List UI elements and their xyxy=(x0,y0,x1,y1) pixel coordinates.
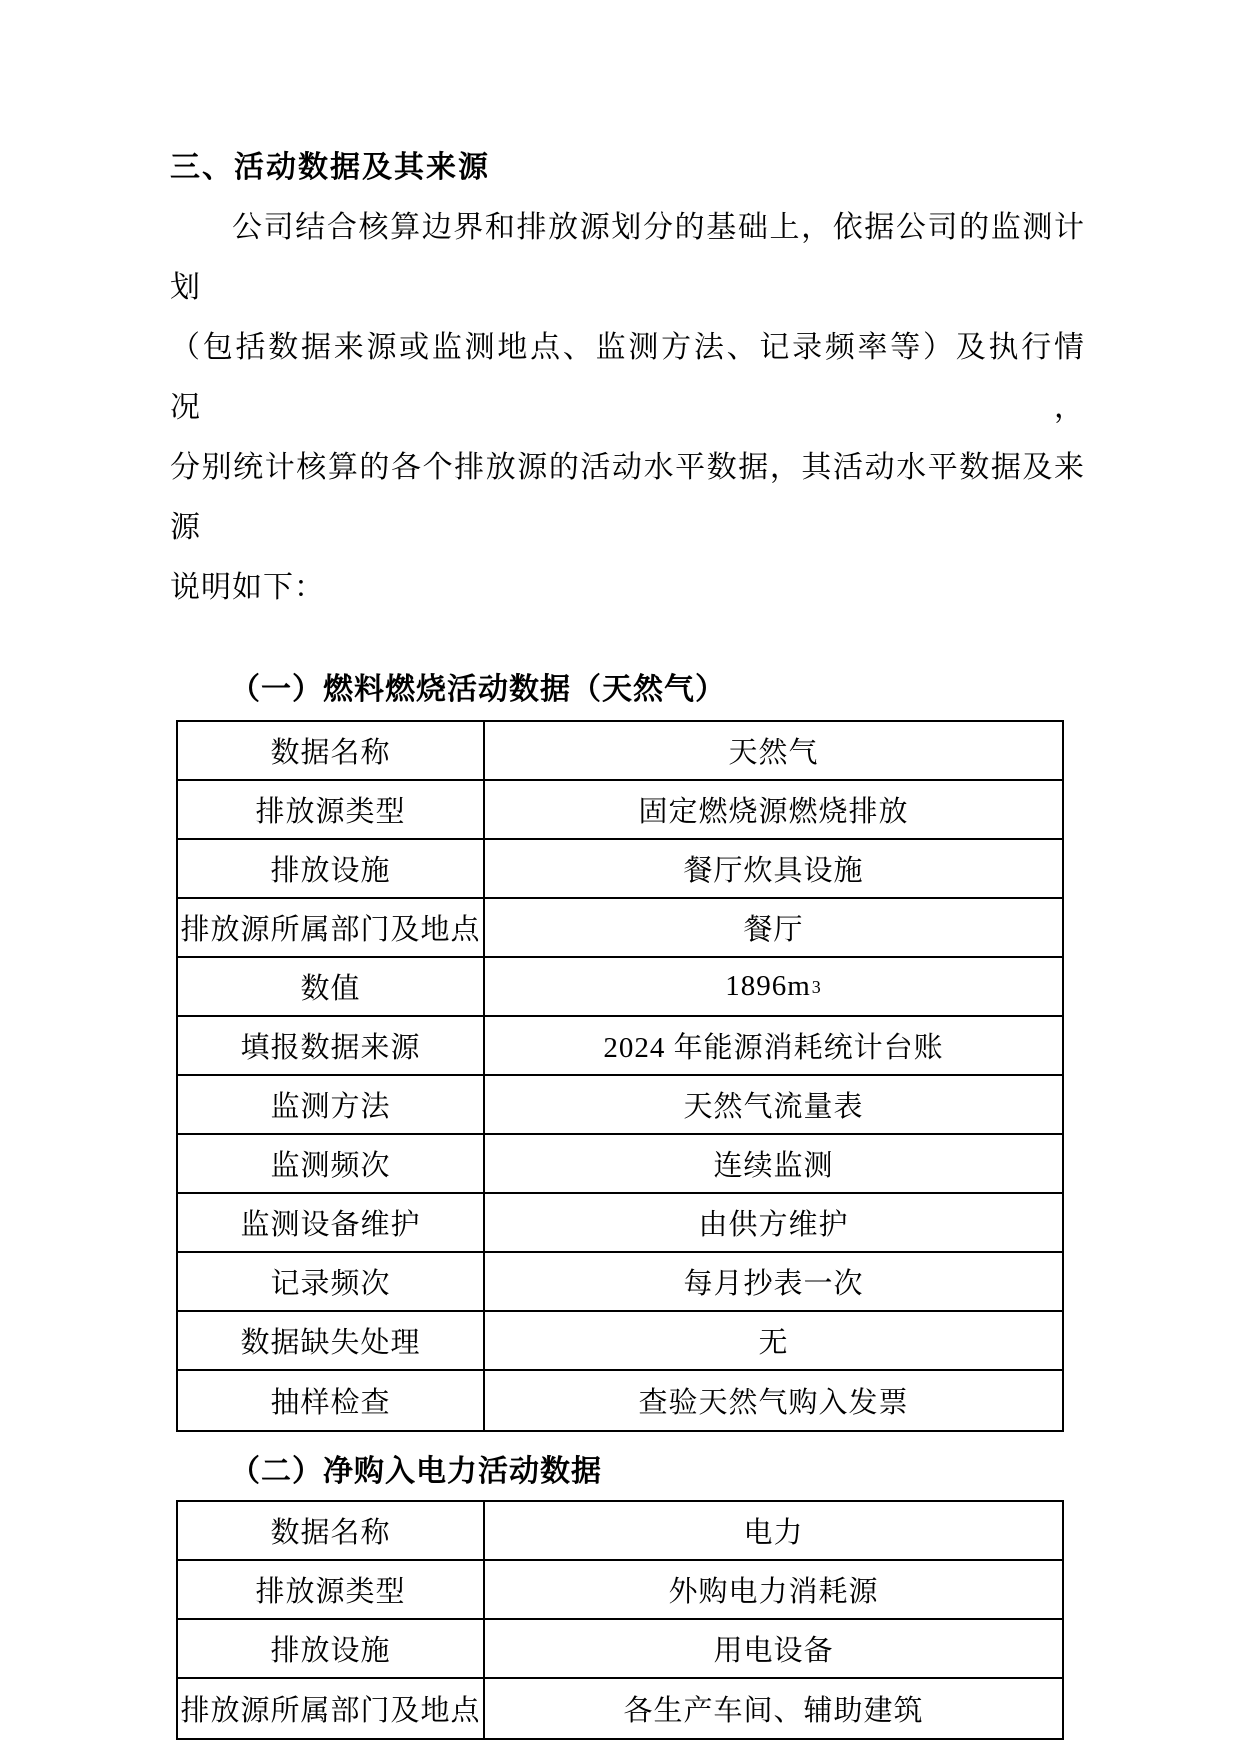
row-label-cell xyxy=(178,722,485,779)
table-row xyxy=(178,1194,1062,1253)
row-label-cell xyxy=(178,1194,485,1251)
subsection-title-purchased-electricity: （二）净购入电力活动数据 xyxy=(230,1454,602,1489)
row-label: 排放源类型 xyxy=(255,796,406,828)
row-value-cell xyxy=(485,1620,1062,1677)
row-label-cell xyxy=(178,1679,485,1738)
row-value-cell xyxy=(485,722,1062,779)
table-row xyxy=(178,1076,1062,1135)
row-label: 填报数据来源 xyxy=(240,1032,421,1064)
row-value: 查验天然气购入发票 xyxy=(638,1387,909,1419)
activity-data-table-natural-gas xyxy=(176,720,1064,1432)
table-row xyxy=(178,1135,1062,1194)
table-row xyxy=(178,840,1062,899)
row-label: 数值 xyxy=(300,973,361,1005)
row-label-cell xyxy=(178,1253,485,1310)
table-row xyxy=(178,722,1062,781)
row-label-cell xyxy=(178,1135,485,1192)
row-value: 用电设备 xyxy=(713,1635,834,1667)
table-row xyxy=(178,899,1062,958)
row-label: 排放源所属部门及地点 xyxy=(180,1695,481,1727)
row-value: 餐厅 xyxy=(743,914,804,946)
row-value: 餐厅炊具设施 xyxy=(683,855,864,887)
subsection-title-fuel-combustion: （一）燃料燃烧活动数据（天然气） xyxy=(230,672,726,707)
row-label-cell xyxy=(178,840,485,897)
row-value-cell xyxy=(485,781,1062,838)
row-value: 固定燃烧源燃烧排放 xyxy=(638,796,909,828)
row-value: 连续监测 xyxy=(713,1150,834,1182)
row-value-cell xyxy=(485,1194,1062,1251)
row-label-cell xyxy=(178,1561,485,1618)
row-label: 数据名称 xyxy=(270,737,391,769)
row-value: 天然气流量表 xyxy=(683,1091,864,1123)
row-value: 外购电力消耗源 xyxy=(668,1576,879,1608)
table-row xyxy=(178,1017,1062,1076)
row-value: 各生产车间、辅助建筑 xyxy=(623,1695,924,1727)
row-value-cell: 1896m 3 xyxy=(725,970,822,1002)
row-label-cell xyxy=(178,1076,485,1133)
row-label-cell xyxy=(178,1502,485,1559)
row-value-cell xyxy=(485,899,1062,956)
row-label-cell xyxy=(178,899,485,956)
row-label-cell xyxy=(178,958,485,1015)
paragraph-line: 分别统计核算的各个排放源的活动水平数据，其活动水平数据及来源 xyxy=(170,451,1085,544)
row-value-cell xyxy=(485,1017,1062,1074)
activity-data-table-electricity xyxy=(176,1500,1064,1740)
row-value: 每月抄表一次 xyxy=(683,1268,864,1300)
row-label: 数据名称 xyxy=(270,1517,391,1549)
row-value-cell xyxy=(485,1502,1062,1559)
row-label: 排放源所属部门及地点 xyxy=(180,914,481,946)
row-label: 排放设施 xyxy=(270,1635,391,1667)
row-label: 排放源类型 xyxy=(255,1576,406,1608)
row-value-cell xyxy=(485,1371,1062,1430)
row-label: 排放设施 xyxy=(270,855,391,887)
row-label: 抽样检查 xyxy=(270,1387,391,1419)
table-row xyxy=(178,1502,1062,1561)
row-label: 监测设备维护 xyxy=(240,1209,421,1241)
row-label-cell xyxy=(178,781,485,838)
table-row xyxy=(178,1561,1062,1620)
row-label-cell xyxy=(178,1312,485,1369)
row-label: 数据缺失处理 xyxy=(240,1327,421,1359)
row-value-cell xyxy=(485,1076,1062,1133)
row-label-cell xyxy=(178,1017,485,1074)
row-value-cell xyxy=(485,840,1062,897)
row-value: 无 xyxy=(758,1327,789,1359)
table-row xyxy=(178,1253,1062,1312)
paragraph-line: 公司结合核算边界和排放源划分的基础上，依据公司的监测计划 xyxy=(170,211,1085,304)
row-label-cell xyxy=(178,1620,485,1677)
row-value: 由供方维护 xyxy=(698,1209,849,1241)
row-label: 监测频次 xyxy=(270,1150,391,1182)
row-value: 电力 xyxy=(743,1517,804,1549)
row-value-cell xyxy=(485,1312,1062,1369)
row-value: 2024 年能源消耗统计台账 xyxy=(603,1032,944,1064)
row-value: 1896m xyxy=(725,970,811,1002)
table-row xyxy=(178,958,1062,1017)
table-row xyxy=(178,781,1062,840)
paragraph-line: （包括数据来源或监测地点、监测方法、记录频率等）及执行情况， xyxy=(170,331,1085,424)
row-label: 监测方法 xyxy=(270,1091,391,1123)
row-value-cell xyxy=(485,1561,1062,1618)
table-row xyxy=(178,1312,1062,1371)
table-row xyxy=(178,1679,1062,1738)
table-row xyxy=(178,1620,1062,1679)
row-label-cell xyxy=(178,1371,485,1430)
row-value-cell xyxy=(485,1679,1062,1738)
section-heading: 三、活动数据及其来源 xyxy=(170,150,490,185)
row-label: 记录频次 xyxy=(270,1268,391,1300)
row-value: 天然气 xyxy=(728,737,819,769)
intro-paragraph xyxy=(170,198,1085,618)
paragraph-line: 说明如下： xyxy=(170,571,325,604)
table-row xyxy=(178,1371,1062,1430)
row-value-cell xyxy=(485,1253,1062,1310)
row-value-cell xyxy=(485,1135,1062,1192)
